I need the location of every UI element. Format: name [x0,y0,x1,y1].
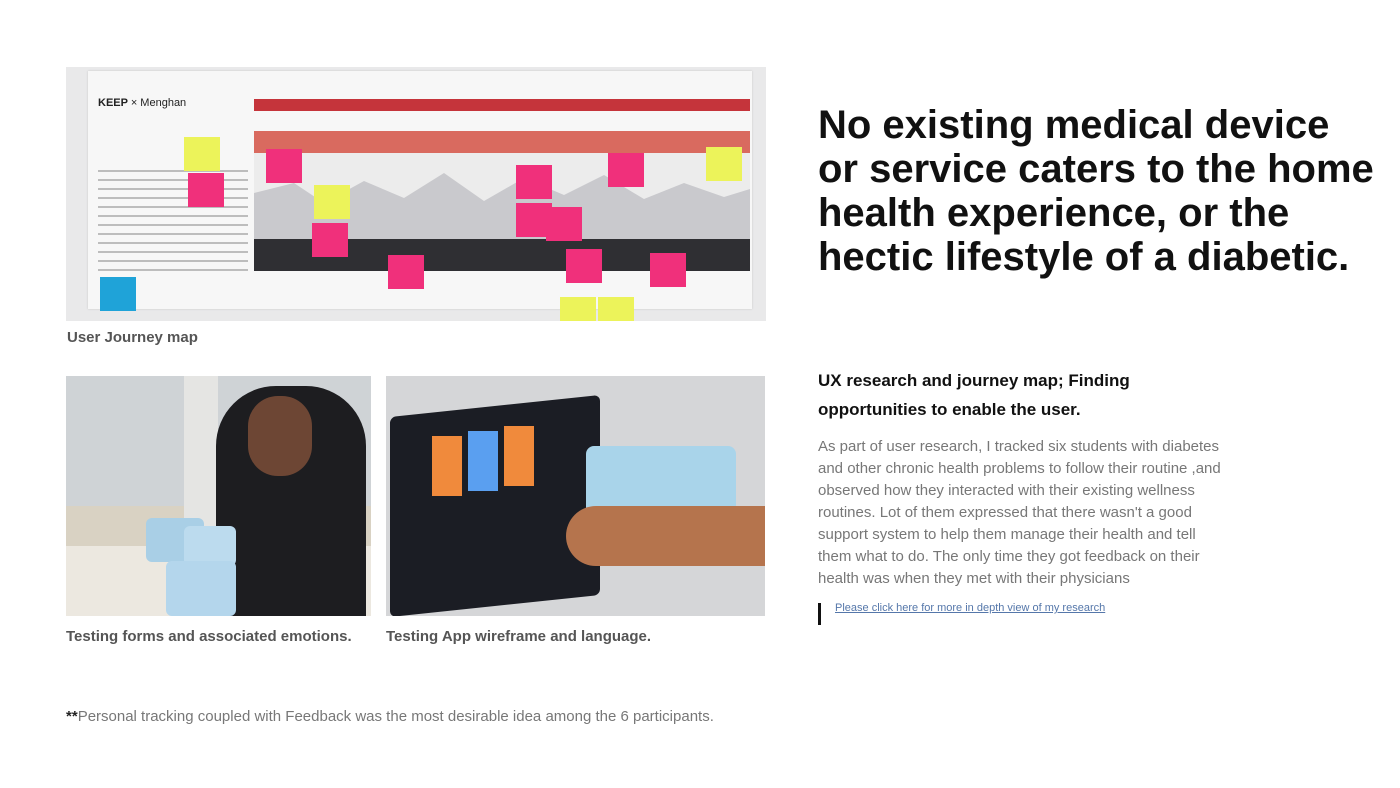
photo-participant-face [248,396,312,476]
sticky-note [314,185,350,219]
photo-pillar [184,376,218,526]
forms-caption: Testing forms and associated emotions. [66,628,352,645]
footnote-text: Personal tracking coupled with Feedback was the most desirable idea among the 6 participants. [77,708,714,725]
app-caption: Testing App wireframe and language. [386,628,652,645]
wireframe-screen [432,436,462,496]
poster-brand-author: × Menghan [130,97,187,109]
photo-laptop [390,395,600,616]
poster-profile-notes [98,163,248,278]
sticky-note [388,255,424,289]
sticky-note [650,253,686,287]
poster-brand-keep: KEEP [98,97,128,109]
sticky-note [598,297,634,321]
research-description: As part of user research, I tracked six students with diabetes and other chronic health problems to follow their routine ,and observed how they interacted with their existing wellness routines. Lot of them expressed that there wasn't a good support system to help them manage their health and tell them what to do. The only time they got feedback on their health was when they met with their physicians [818,438,1221,587]
journey-map-photo [66,67,766,321]
sticky-note [706,147,742,181]
testing-forms-photo [66,376,371,616]
research-link[interactable]: Please click here for more in depth view of my research [835,602,1106,614]
link-accent-bar [818,603,821,625]
sticky-note [560,297,596,321]
photo-participant-arm [566,506,765,566]
goal-row [254,131,750,153]
sticky-note [566,249,602,283]
sticky-note [266,149,302,183]
testing-app-photo [386,376,765,616]
wireframe-screen [468,431,498,491]
sticky-note [608,153,644,187]
footnote [66,708,714,725]
section-subheading: UX research and journey map; Finding opportunities to enable the user. [818,371,1130,419]
poster-brand [98,97,186,109]
sticky-note [516,165,552,199]
journey-map-caption: User Journey map [67,329,198,346]
sticky-note [100,277,136,311]
sticky-note [312,223,348,257]
prototype-form [184,526,236,566]
sticky-note [546,207,582,241]
prototype-form [166,561,236,616]
phases-row [254,99,750,111]
footnote-marker: ** [66,708,78,725]
headline: No existing medical device or service caters to the home health experience, or the hectic lifestyle of a diabetic. [818,103,1374,279]
sticky-note [188,173,224,207]
wireframe-screen [504,426,534,486]
sticky-note [184,137,220,171]
